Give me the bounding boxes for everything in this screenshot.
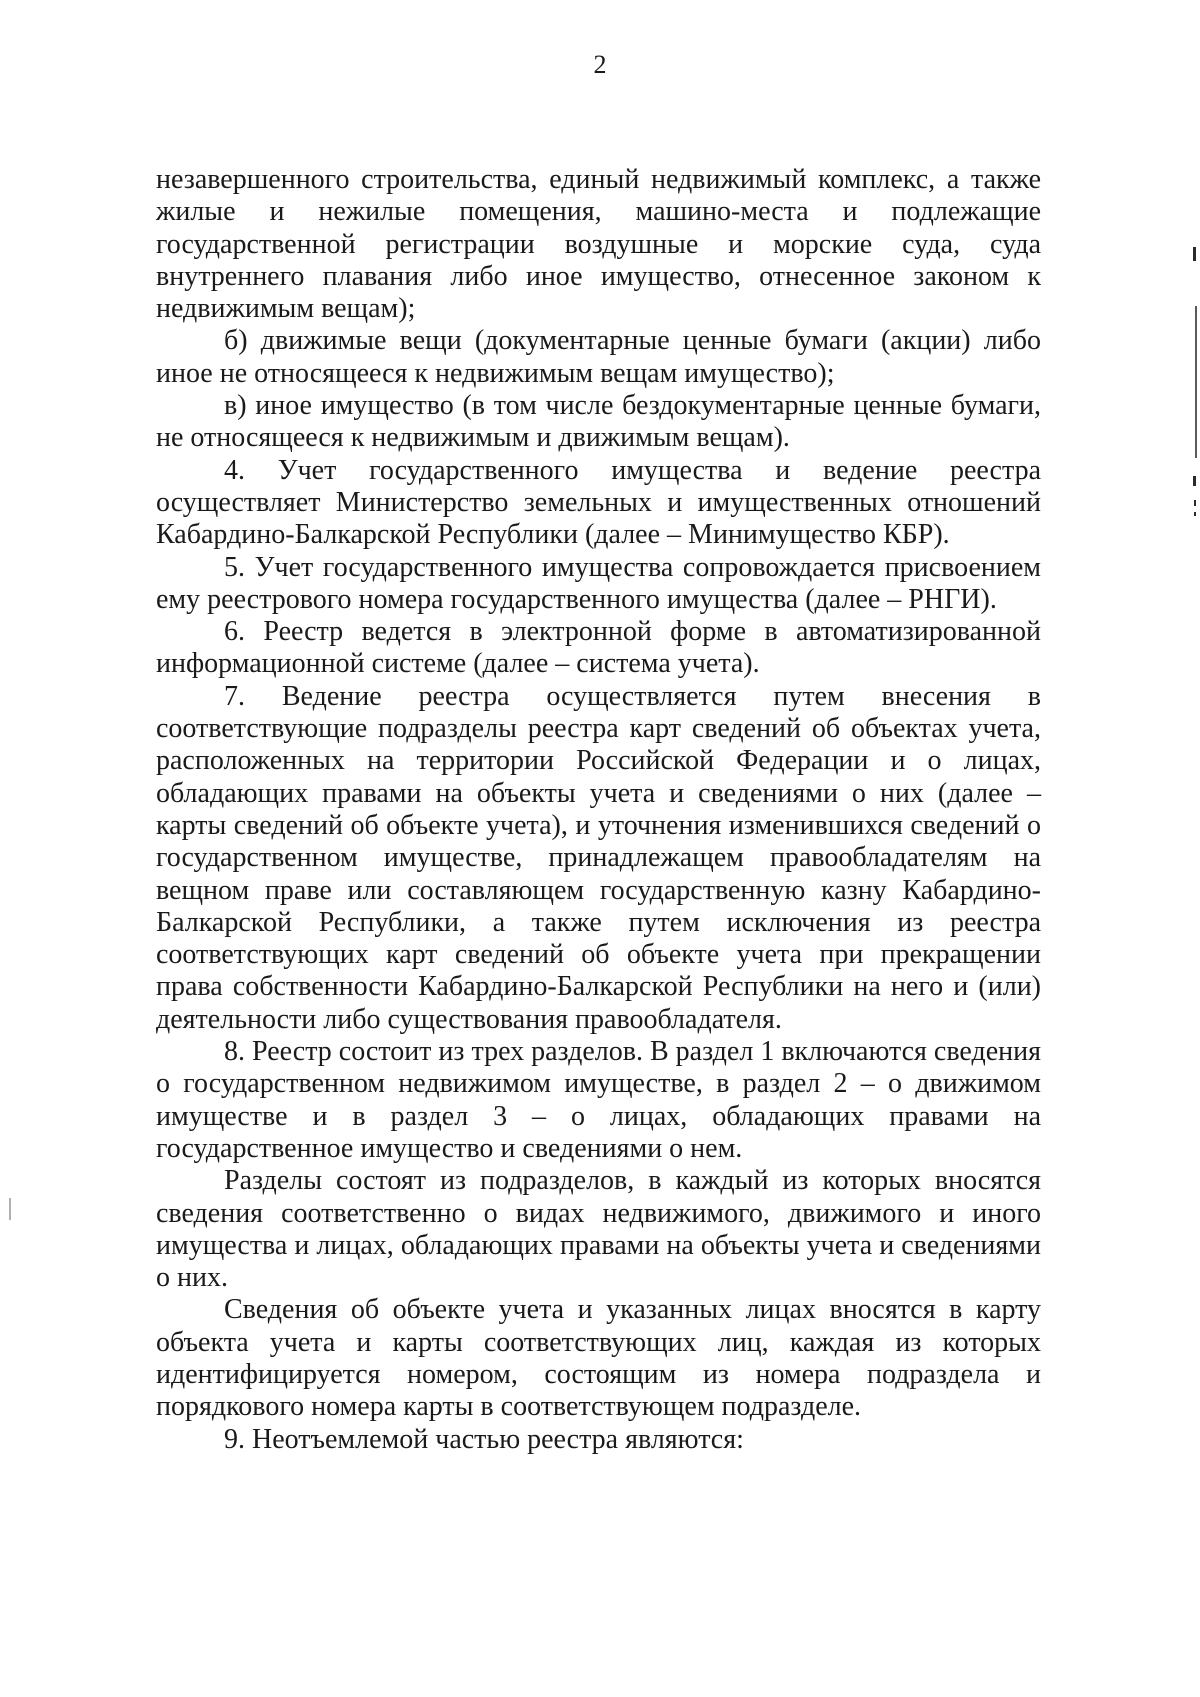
paragraph-item-b: б) движимые вещи (документарные ценные бумаги (акции) либо иное не относящееся к недвижимым вещам имущество); (156, 325, 1041, 389)
paragraph-7: 7. Ведение реестра осуществляется путем внесения в соответствующие подразделы реестра карт сведений об объектах учета, расположенных на территории Российской Федерации и о лицах, обладающих правами на объекты учета и сведениями о них (далее – карты сведений об объекте учета), и уточнения изменившихся сведений о государственном имуществе, принадлежащем правообладателям на вещном праве или составляющем государственную казну Кабардино-Балкарской Республики, а также путем исключения из реестра соответствующих карт сведений об объекте учета при прекращении права собственности Кабардино-Балкарской Республики на него и (или) деятельности либо существования правообладателя. (156, 680, 1041, 1035)
paragraph-6: 6. Реестр ведется в электронной форме в автоматизированной информационной системе (далее – система учета). (156, 616, 1041, 680)
scan-artifact (1194, 512, 1196, 516)
scan-artifact (9, 1198, 11, 1220)
scan-artifact (1193, 247, 1196, 261)
scan-artifact (1193, 476, 1196, 486)
paragraph-continuation: незавершенного строительства, единый недвижимый комплекс, а также жилые и нежилые помещения, машино-места и подлежащие государственной регистрации воздушные и морские суда, суда внутреннего плавания либо иное имущество, отнесенное законом к недвижимым вещам); (156, 164, 1041, 325)
paragraph-item-v: в) иное имущество (в том числе бездокументарные ценные бумаги, не относящееся к недвижимым и движимым вещам). (156, 390, 1041, 454)
document-body (156, 164, 1041, 1456)
paragraph-9: 9. Неотъемлемой частью реестра являются: (224, 1423, 744, 1455)
page-number: 2 (593, 50, 607, 79)
scan-artifact (1195, 306, 1197, 458)
paragraph-5: 5. Учет государственного имущества сопровождается присвоением ему реестрового номера государственного имущества (далее – РНГИ). (156, 551, 1041, 615)
paragraph-4: 4. Учет государственного имущества и ведение реестра осуществляет Министерство земельных и имущественных отношений Кабардино-Балкарской Республики (далее – Минимущество КБР). (156, 454, 1041, 551)
scan-artifact (1194, 500, 1196, 506)
paragraph-8: 8. Реестр состоит из трех разделов. В раздел 1 включаются сведения о государственном недвижимом имуществе, в раздел 2 – о движимом имуществе и в раздел 3 – о лицах, обладающих правами на государственное имущество и сведениями о нем. (156, 1036, 1041, 1164)
paragraph-8-cards: Сведения об объекте учета и указанных лицах вносятся в карту объекта учета и карты соответствующих лиц, каждая из которых идентифицируется номером, состоящим из номера подраздела и порядкового номера карты в соответствующем подразделе. (156, 1294, 1041, 1423)
paragraph-8-sections: Разделы состоят из подразделов, в каждый из которых вносятся сведения соответственно о видах недвижимого, движимого и иного имущества и лицах, обладающих правами на объекты учета и сведениями о них. (156, 1165, 1041, 1294)
